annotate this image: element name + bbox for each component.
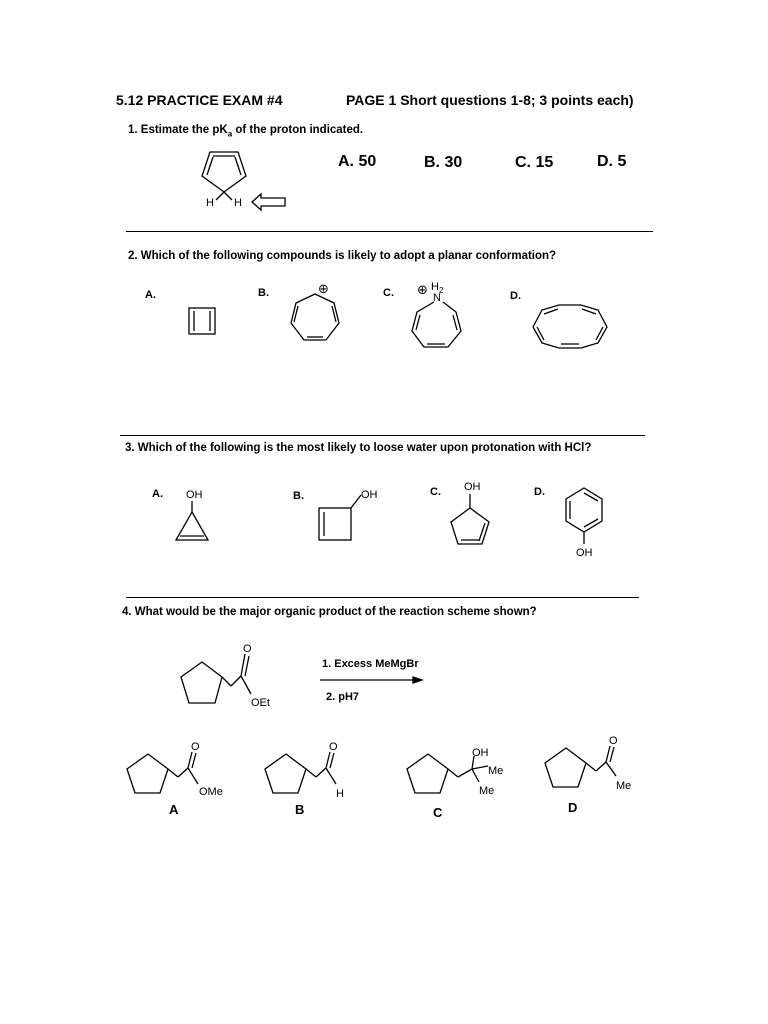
divider bbox=[126, 231, 653, 232]
azepinium-structure bbox=[405, 278, 475, 353]
cyclodecapentaene-structure bbox=[528, 298, 612, 354]
answer-a-oxygen: O bbox=[191, 741, 200, 753]
cyclobutadiene-structure bbox=[186, 305, 220, 339]
reactant-oet: OEt bbox=[251, 697, 270, 709]
q3-oh-c: OH bbox=[464, 481, 481, 493]
q3-oh-b: OH bbox=[361, 489, 378, 501]
q3-option-b[interactable]: B. bbox=[293, 490, 304, 502]
q2-label-n: N bbox=[433, 292, 441, 304]
divider bbox=[126, 597, 639, 598]
question-1-text-end: of the proton indicated. bbox=[232, 124, 364, 136]
reaction-step-2: 2. pH7 bbox=[326, 691, 360, 703]
q2-charge-c: ⊕ bbox=[417, 282, 428, 297]
answer-c-methyl-1: Me bbox=[488, 765, 504, 777]
q3-option-c[interactable]: C. bbox=[430, 486, 441, 498]
q3-option-a[interactable]: A. bbox=[152, 488, 163, 500]
answer-c-label[interactable]: C bbox=[433, 805, 443, 820]
q2-option-d[interactable]: D. bbox=[510, 290, 521, 302]
methyl-ketone-product-structure bbox=[540, 735, 650, 800]
exam-title: 5.12 PRACTICE EXAM #4 bbox=[116, 92, 283, 108]
q1-h-right: H bbox=[234, 197, 242, 209]
tertiary-alcohol-product-structure bbox=[402, 744, 522, 804]
answer-a-label[interactable]: A bbox=[169, 802, 179, 817]
question-1-text bbox=[128, 124, 363, 138]
reaction-step-1: 1. Excess MeMgBr bbox=[322, 658, 419, 670]
tropylium-structure bbox=[280, 280, 350, 350]
question-4-text: 4. What would be the major organic product of the reaction scheme shown? bbox=[122, 606, 537, 618]
q1-option-c[interactable]: C. 15 bbox=[515, 154, 554, 171]
question-2-text: 2. Which of the following compounds is likely to adopt a planar conformation? bbox=[128, 250, 557, 262]
question-3-text: 3. Which of the following is the most likely to loose water upon protonation with HCl? bbox=[125, 442, 592, 454]
q2-charge-b: ⊕ bbox=[318, 281, 329, 296]
answer-d-label[interactable]: D bbox=[568, 800, 578, 815]
cyclopentadiene-structure bbox=[190, 140, 300, 215]
q2-label-h: $H_2$ bbox=[431, 281, 444, 295]
cyclopentadienol-structure bbox=[440, 478, 500, 550]
answer-d-methyl: Me bbox=[616, 780, 632, 792]
cyclopropenol-structure bbox=[170, 484, 220, 546]
q2-option-a[interactable]: A. bbox=[145, 289, 156, 301]
question-1-text-start: 1. Estimate the pK bbox=[128, 124, 228, 136]
q3-oh-a: OH bbox=[186, 489, 203, 501]
answer-d-oxygen: O bbox=[609, 735, 618, 747]
q3-option-d[interactable]: D. bbox=[534, 486, 545, 498]
answer-c-hydroxyl: OH bbox=[472, 747, 489, 759]
methyl-ester-product-structure bbox=[122, 741, 232, 804]
q1-option-d[interactable]: D. 5 bbox=[597, 153, 627, 170]
answer-b-oxygen: O bbox=[329, 741, 338, 753]
reactant-oxygen: O bbox=[243, 643, 252, 655]
ethyl-ester-reactant-structure bbox=[175, 636, 285, 714]
phenol-structure bbox=[558, 484, 612, 564]
hollow-arrow-icon bbox=[252, 194, 285, 210]
aldehyde-product-structure bbox=[260, 741, 360, 804]
page-info: PAGE 1 Short questions 1-8; 3 points each) bbox=[346, 92, 634, 108]
q3-oh-d: OH bbox=[576, 547, 593, 559]
answer-b-hydrogen: H bbox=[336, 788, 344, 800]
question-1-subscript: a bbox=[227, 129, 233, 139]
answer-c-methyl-2: Me bbox=[479, 785, 495, 797]
reaction-arrow-icon bbox=[318, 674, 428, 686]
divider bbox=[120, 435, 645, 436]
q1-option-a[interactable]: A. 50 bbox=[338, 153, 377, 170]
answer-a-ome: OMe bbox=[199, 786, 223, 798]
q1-option-b[interactable]: B. 30 bbox=[424, 154, 463, 171]
cyclobutenol-structure bbox=[314, 484, 394, 546]
answer-b-label[interactable]: B bbox=[295, 802, 305, 817]
q2-option-b[interactable]: B. bbox=[258, 287, 269, 299]
q2-option-c[interactable]: C. bbox=[383, 287, 394, 299]
q1-h-left: H bbox=[206, 197, 214, 209]
